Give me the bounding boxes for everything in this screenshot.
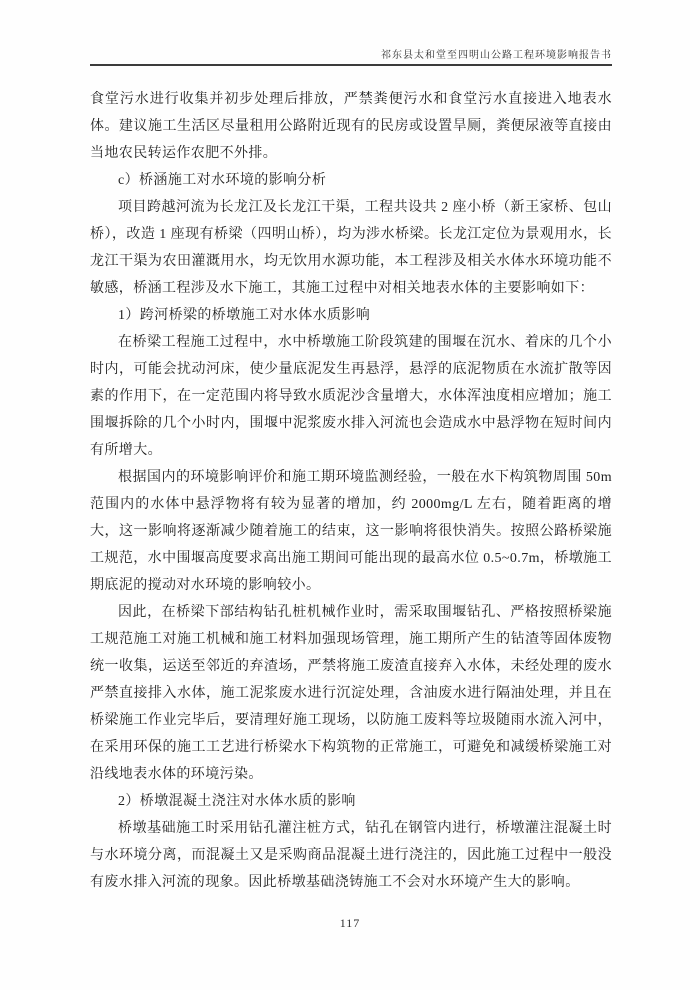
- paragraph-mitigation-measures: 因此，在桥梁下部结构钻孔桩机械作业时，需采取围堰钻孔、严格按照桥梁施工规范施工对施工机械和施工材料加强现场管理，施工期所产生的钻渣等固体废物统一收集，运送至邻近的弃渣场，严禁将施工废渣直接弃入水体，未经处理的废水严禁直接排入水体，施工泥浆废水进行沉淀处理，含油废水进行隔油处理，并且在桥梁施工作业完毕后，要清理好施工现场，以防施工废料等垃圾随雨水流入河中，在采用环保的施工工艺进行桥梁水下构筑物的正常施工，可避免和减缓桥梁施工对沿线地表水体的环境污染。: [90, 605, 612, 782]
- section-heading-1: 1）跨河桥梁的桥墩施工对水体水质影响: [118, 308, 371, 323]
- running-header-title: 祁东县太和堂至四明山公路工程环境影响报告书: [381, 50, 612, 61]
- paragraph-cofferdam-impact: 在桥梁工程施工过程中，水中桥墩施工阶段筑建的围堰在沉水、着床的几个小时内，可能会扰动河床，使少量底泥发生再悬浮，悬浮的底泥物质在水流扩散等因素的作用下，在一定范围内将导致水质泥沙含量增大，水体浑浊度相应增加；施工围堰拆除的几个小时内，围堰中泥浆废水排入河流也会造成水中悬浮物在短时间内有所增大。: [90, 335, 612, 458]
- section-heading-c: c）桥涵施工对水环境的影响分析: [118, 173, 327, 188]
- page-number: 117: [339, 916, 361, 930]
- paragraph-continuation: 食堂污水进行收集并初步处理后排放，严禁粪便污水和食堂污水直接进入地表水体。建议施工生活区尽量租用公路附近现有的民房或设置旱厕，粪便尿液等直接由当地农民转运作农肥不外排。: [90, 92, 612, 161]
- document-body: [90, 86, 612, 896]
- paragraph-project-overview: 项目跨越河流为长龙江及长龙江干渠，工程共设共 2 座小桥（新王家桥、包山桥），改造 1 座现有桥梁（四明山桥），均为涉水桥梁。长龙江定位为景观用水，长龙江干渠为农田灌溉用水，均无饮用水源功能，本工程涉及相关水体水环境功能不敏感，桥涵工程涉及水下施工，其施工过程中对相关地表水体的主要影响如下：: [90, 200, 612, 296]
- header-rule: [90, 64, 612, 66]
- paragraph-monitoring-experience: 根据国内的环境影响评价和施工期环境监测经验，一般在水下构筑物周围 50m 范围内的水体中悬浮物将有较为显著的增加，约 2000mg/L 左右，随着距离的增大，这一影响将逐渐减少随着施工的结束，这一影响将很快消失。按照公路桥梁施工规范，水中围堰高度要求高出施工期间可能出现的最高水位 0.5~0.7m，桥墩施工期底泥的搅动对水环境的影响较小。: [90, 470, 612, 593]
- paragraph-concrete-pouring: 桥墩基础施工时采用钻孔灌注桩方式，钻孔在钢管内进行，桥墩灌注混凝土时与水环境分离，而混凝土又是采购商品混凝土进行浇注的，因此施工过程中一般没有废水排入河流的现象。因此桥墩基础浇铸施工不会对水环境产生大的影响。: [90, 821, 612, 890]
- section-heading-2: 2）桥墩混凝土浇注对水体水质的影响: [118, 794, 356, 809]
